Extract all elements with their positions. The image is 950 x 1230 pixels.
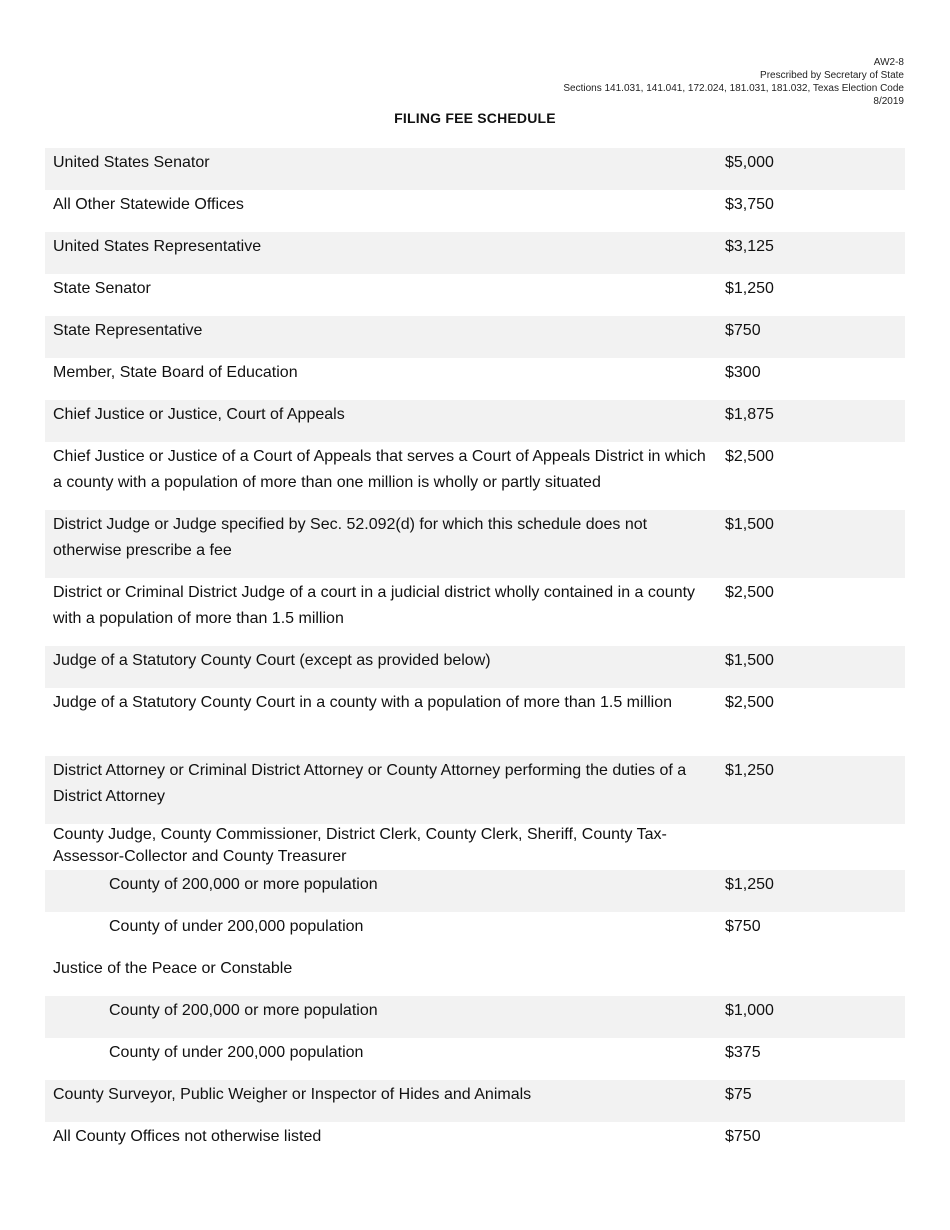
- form-header: [563, 56, 904, 108]
- statute-sections: Sections 141.031, 141.041, 172.024, 181.031, 181.032, Texas Election Code: [563, 83, 904, 94]
- office-label: District Attorney or Criminal District Attorney or County Attorney performing the duties of a District Attorney: [53, 762, 687, 805]
- office-label: County of under 200,000 population: [109, 1044, 364, 1061]
- table-row: [45, 578, 905, 646]
- fee-amount: $750: [725, 918, 761, 935]
- office-label: State Senator: [53, 280, 151, 297]
- table-row: [45, 358, 905, 400]
- table-row-group-heading: [45, 954, 905, 996]
- office-label: County Surveyor, Public Weigher or Inspector of Hides and Animals: [53, 1086, 532, 1103]
- table-row: [45, 912, 905, 954]
- fee-amount: $1,250: [725, 280, 774, 297]
- office-label: All Other Statewide Offices: [53, 196, 244, 213]
- fee-amount: $75: [725, 1086, 752, 1103]
- table-row: [45, 870, 905, 912]
- office-label: Member, State Board of Education: [53, 364, 298, 381]
- fee-amount: $2,500: [725, 694, 774, 711]
- table-row: [45, 1122, 905, 1164]
- prescribed-by: Prescribed by Secretary of State: [760, 70, 904, 81]
- fee-amount: $1,000: [725, 1002, 774, 1019]
- table-row: [45, 510, 905, 578]
- fee-amount: $1,500: [725, 516, 774, 533]
- table-row: [45, 1080, 905, 1122]
- office-label: United States Representative: [53, 238, 262, 255]
- fee-amount: $750: [725, 322, 761, 339]
- table-row: [45, 1038, 905, 1080]
- office-group-label: Justice of the Peace or Constable: [53, 960, 293, 977]
- fee-amount: $300: [725, 364, 761, 381]
- fee-amount: $2,500: [725, 448, 774, 465]
- fee-amount: $2,500: [725, 584, 774, 601]
- table-row: [45, 232, 905, 274]
- office-label: State Representative: [53, 322, 203, 339]
- revision-date: 8/2019: [873, 96, 904, 107]
- table-row: [45, 996, 905, 1038]
- table-row-group-heading: [45, 824, 905, 870]
- table-row: [45, 756, 905, 824]
- office-label: Chief Justice or Justice of a Court of Appeals that serves a Court of Appeals District in which a county with a population of more than one million is wholly or partly situated: [53, 448, 706, 491]
- form-id: AW2-8: [873, 57, 904, 68]
- fee-amount: $750: [725, 1128, 761, 1145]
- office-label: United States Senator: [53, 154, 210, 171]
- table-row: [45, 274, 905, 316]
- office-label: County of 200,000 or more population: [109, 876, 378, 893]
- office-label: District Judge or Judge specified by Sec. 52.092(d) for which this schedule does not otherwise prescribe a fee: [53, 516, 648, 559]
- fee-amount: $1,500: [725, 652, 774, 669]
- office-label: County of under 200,000 population: [109, 918, 364, 935]
- fee-amount: $5,000: [725, 154, 774, 171]
- table-row: [45, 316, 905, 358]
- table-row: [45, 400, 905, 442]
- office-label: Chief Justice or Justice, Court of Appeals: [53, 406, 345, 423]
- office-label: Judge of a Statutory County Court in a county with a population of more than 1.5 million: [53, 694, 673, 711]
- fee-amount: $3,125: [725, 238, 774, 255]
- office-label: Judge of a Statutory County Court (except as provided below): [53, 652, 491, 669]
- page-title: FILING FEE SCHEDULE: [394, 110, 556, 126]
- fee-amount: $1,250: [725, 876, 774, 893]
- table-row: [45, 190, 905, 232]
- table-row: [45, 442, 905, 510]
- office-label: All County Offices not otherwise listed: [53, 1128, 322, 1145]
- table-row: [45, 646, 905, 688]
- office-label: District or Criminal District Judge of a court in a judicial district wholly contained in a county with a population of more than 1.5 million: [53, 584, 696, 627]
- fee-amount: $1,875: [725, 406, 774, 423]
- fee-amount: $3,750: [725, 196, 774, 213]
- table-row: [45, 148, 905, 190]
- table-row: [45, 688, 905, 756]
- fee-amount: $1,250: [725, 762, 774, 779]
- office-label: County of 200,000 or more population: [109, 1002, 378, 1019]
- fee-schedule-table: [45, 148, 905, 1164]
- fee-amount: $375: [725, 1044, 761, 1061]
- office-group-label: County Judge, County Commissioner, District Clerk, County Clerk, Sheriff, County Tax-Assessor-Collector and County Treasurer: [53, 826, 667, 865]
